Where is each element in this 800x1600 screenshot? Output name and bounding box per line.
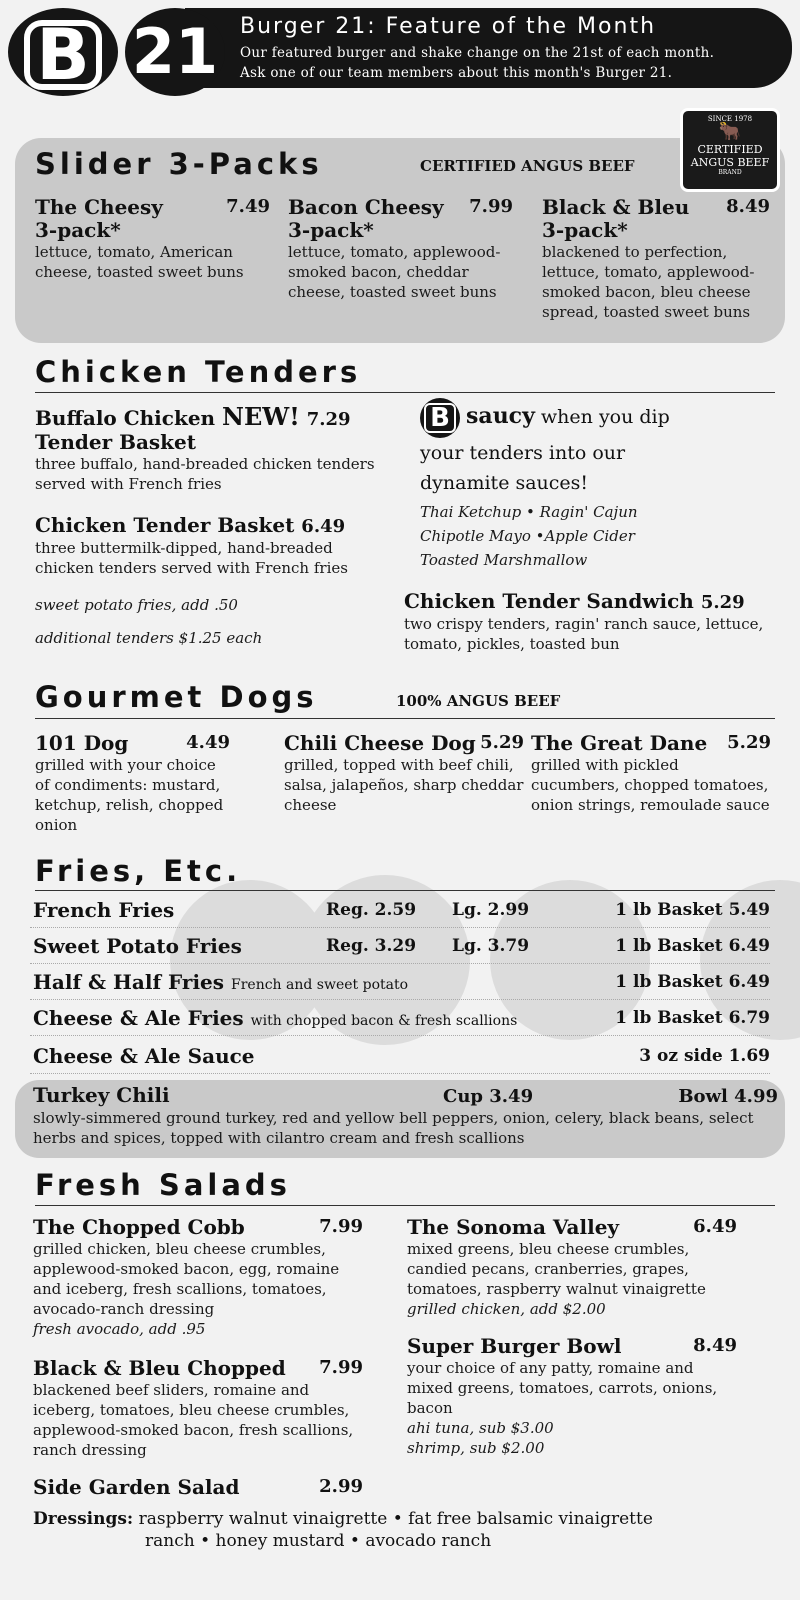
salad-item: Side Garden Salad 2.99 — [33, 1475, 363, 1499]
cow-icon: 🐂 — [718, 121, 742, 142]
header-text: Our featured burger and shake change on the 21st of each month. Ask one of our team members about this month's Burger 21. — [240, 45, 715, 81]
tender-sandwich-item: Chicken Tender Sandwich 5.29 two crispy tenders, ragin' ranch sauce, lettuce, tomato, pickles, toasted bun — [404, 589, 764, 653]
section-divider — [35, 890, 775, 891]
logo-b: B — [8, 8, 118, 96]
fries-row: Cheese & Ale Fries with chopped bacon & fresh scallions 1 lb Basket 6.79 — [30, 1002, 770, 1036]
dressings-block: Dressings: raspberry walnut vinaigrette • fat free balsamic vinaigrette ranch • honey mustard • avocado ranch — [33, 1509, 653, 1551]
fries-row: French Fries Reg. 2.59 Lg. 2.99 1 lb Basket 5.49 — [30, 894, 770, 928]
dog-item: The Great Dane 5.29 grilled with pickled cucumbers, chopped tomatoes, onion strings, remoulade sauce — [531, 731, 771, 814]
addon-text: sweet potato fries, add .50 — [35, 596, 238, 614]
dogs-subtitle: 100% ANGUS BEEF — [396, 692, 561, 710]
dog-item: Chili Cheese Dog 5.29 grilled, topped with beef chili, salsa, jalapeños, sharp cheddar cheese — [284, 731, 524, 814]
dog-item: 101 Dog 4.49 grilled with your choice of condiments: mustard, ketchup, relish, chopped onion — [35, 731, 230, 834]
logo-21: 21 — [125, 8, 225, 96]
dogs-title: Gourmet Dogs — [35, 680, 318, 714]
certified-angus-badge: SINCE 1978 🐂 CERTIFIED ANGUS BEEF BRAND — [680, 108, 780, 192]
fries-row: Half & Half Fries French and sweet potato 1 lb Basket 6.49 — [30, 966, 770, 1000]
section-divider — [35, 1205, 775, 1206]
section-divider — [35, 718, 775, 719]
fries-row: Sweet Potato Fries Reg. 3.29 Lg. 3.79 1 lb Basket 6.49 — [30, 930, 770, 964]
slider-item: The Cheesy 3-pack* 7.49 lettuce, tomato, American cheese, toasted sweet buns — [35, 195, 270, 281]
slider-item: Black & Bleu 3-pack* 8.49 blackened to perfection, lettuce, tomato, applewood-smoked bacon, bleu cheese spread, toasted sweet buns — [542, 195, 770, 321]
addon-text: additional tenders $1.25 each — [35, 629, 263, 647]
fries-title: Fries, Etc. — [35, 854, 242, 888]
saucy-block: B saucy when you dip your tenders into our dynamite sauces! Thai Ketchup • Ragin' Cajun Chipotle Mayo •Apple Cider Toasted Marshmallow — [420, 398, 770, 570]
salad-item: The Chopped Cobb 7.99 grilled chicken, bleu cheese crumbles, applewood-smoked bacon, egg, romaine and iceberg, fresh scallions, tomatoes, avocado-ranch dressing fresh avocado, add .95 — [33, 1215, 363, 1338]
buffalo-item: Buffalo Chicken NEW! 7.29 Tender Basket three buffalo, hand-breaded chicken tenders served with French fries — [35, 402, 375, 493]
turkey-chili-item: Turkey Chili Cup 3.49 Bowl 4.99 slowly-simmered ground turkey, red and yellow bell peppers, onion, celery, black beans, select herbs and spices, topped with cilantro cream and fresh scallions — [33, 1083, 778, 1147]
sliders-title: Slider 3-Packs — [35, 147, 323, 181]
header-title: Burger 21: Feature of the Month — [240, 14, 657, 39]
sliders-subtitle: CERTIFIED ANGUS BEEF — [420, 157, 635, 175]
salad-item: Black & Bleu Chopped 7.99 blackened beef sliders, romaine and iceberg, tomatoes, bleu cheese crumbles, applewood-smoked bacon, fresh scallions, ranch dressing — [33, 1356, 363, 1459]
fries-row: Cheese & Ale Sauce 3 oz side 1.69 — [30, 1040, 770, 1074]
tenders-title: Chicken Tenders — [35, 355, 362, 389]
section-divider — [35, 392, 775, 393]
salads-title: Fresh Salads — [35, 1168, 291, 1202]
slider-item: Bacon Cheesy 3-pack* 7.99 lettuce, tomato, applewood-smoked bacon, cheddar cheese, toasted sweet buns — [288, 195, 513, 301]
salad-item: The Sonoma Valley 6.49 mixed greens, bleu cheese crumbles, candied pecans, cranberries, grapes, tomatoes, raspberry walnut vinaigrette grilled chicken, add $2.00 — [407, 1215, 737, 1318]
tender-basket-item: Chicken Tender Basket 6.49 three buttermilk-dipped, hand-breaded chicken tenders served with French fries — [35, 513, 348, 577]
b-icon: B — [420, 398, 460, 438]
salad-item: Super Burger Bowl 8.49 your choice of any patty, romaine and mixed greens, tomatoes, carrots, onions, bacon ahi tuna, sub $3.00 shrimp, sub $2.00 — [407, 1334, 737, 1457]
